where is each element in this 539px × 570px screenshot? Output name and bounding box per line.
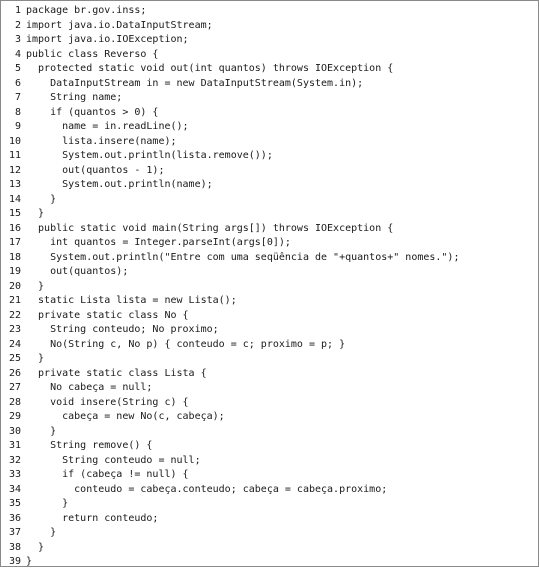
code-line [1,410,459,425]
line-code: No(String c, No p) { conteudo = c; proximo = p; } [26,338,346,350]
line-number: 32 [8,454,21,466]
line-code: } [26,498,69,509]
code-line [1,425,459,440]
code-line [1,555,459,570]
line-code: lista.insere(name); [26,135,177,147]
line-number: 8 [14,106,21,118]
line-number: 34 [8,483,21,495]
code-line [1,338,459,353]
code-line [1,439,459,454]
code-line [1,265,459,280]
line-number: 23 [8,324,21,335]
code-line [1,193,459,208]
code-line [1,526,459,541]
code-line [1,352,459,367]
line-number: 19 [8,266,21,277]
code-line [1,33,459,48]
line-code: System.out.println(name); [26,179,213,190]
line-code: private static class No { [26,309,189,321]
line-number: 29 [8,411,21,422]
line-number: 21 [8,295,21,306]
line-code: name = in.readLine(); [26,121,189,132]
code-line [1,367,459,382]
line-code: } [26,280,45,292]
line-number: 5 [14,63,21,74]
line-code: static Lista lista = new Lista(); [26,295,237,306]
line-number: 13 [8,179,21,190]
code-line [1,120,459,135]
code-line [1,19,459,34]
code-line [1,468,459,483]
line-number: 6 [14,77,21,89]
line-code: No cabeça = null; [26,382,153,393]
line-code: } [26,425,57,437]
line-code: } [26,193,57,205]
line-number: 27 [8,382,21,393]
code-line [1,309,459,324]
line-code: import java.io.IOException; [26,34,189,45]
line-code: System.out.println("Entre com uma seqüência de "+quantos+" nomes."); [26,251,460,263]
code-line [1,91,459,106]
line-number: 18 [8,251,21,263]
line-number: 26 [8,367,21,379]
code-line [1,178,459,193]
line-number: 35 [8,498,21,509]
line-number: 11 [8,150,21,161]
line-code: public static void main(String args[]) throws IOException { [26,222,394,234]
line-code: if (quantos > 0) { [26,106,159,118]
code-line [1,77,459,92]
line-code: DataInputStream in = new DataInputStream(System.in); [26,77,364,89]
code-line [1,512,459,527]
line-code: String name; [26,92,123,103]
code-line [1,251,459,266]
line-number: 38 [8,541,21,553]
line-code: protected static void out(int quantos) throws IOException { [26,63,394,74]
line-number: 10 [8,135,21,147]
code-line [1,323,459,338]
code-line [1,135,459,150]
line-number: 33 [8,469,21,480]
line-code: out(quantos - 1); [26,164,165,176]
line-code: System.out.println(lista.remove()); [26,150,273,161]
line-code: out(quantos); [26,266,129,277]
line-number: 3 [14,34,21,45]
line-number: 20 [8,280,21,292]
code-line [1,396,459,411]
line-number: 2 [14,19,21,31]
code-line [1,454,459,469]
code-line [1,294,459,309]
line-number: 25 [8,353,21,364]
line-number: 28 [8,396,21,408]
code-line [1,381,459,396]
code-line [1,4,459,19]
line-number: 24 [8,338,21,350]
line-code: cabeça = new No(c, cabeça); [26,411,225,422]
code-line [1,541,459,556]
line-code: void insere(String c) { [26,396,189,408]
line-number: 36 [8,512,21,524]
line-number: 14 [8,193,21,205]
code-line [1,106,459,121]
code-line [1,236,459,251]
line-code: } [26,527,57,538]
code-lines [1,4,459,570]
line-number: 31 [8,440,21,451]
line-code: } [26,353,45,364]
code-line [1,222,459,237]
line-code: String remove() { [26,440,153,451]
line-number: 1 [14,5,21,16]
line-code: package br.gov.inss; [26,5,147,16]
line-number: 9 [14,121,21,132]
line-code: return conteudo; [26,512,159,524]
code-line [1,48,459,63]
line-code: int quantos = Integer.parseInt(args[0]); [26,237,291,248]
line-code: if (cabeça != null) { [26,469,189,480]
line-number: 12 [8,164,21,176]
code-line [1,164,459,179]
code-line [1,483,459,498]
line-code: conteudo = cabeça.conteudo; cabeça = cabeça.proximo; [26,483,388,495]
code-line [1,280,459,295]
code-line [1,62,459,77]
line-code: String conteudo; No proximo; [26,324,219,335]
line-number: 30 [8,425,21,437]
line-number: 4 [14,48,21,60]
line-code: } [26,556,33,567]
line-code: } [26,208,45,219]
line-code: String conteudo = null; [26,454,201,466]
line-number: 17 [8,237,21,248]
line-code: private static class Lista { [26,367,207,379]
line-number: 39 [8,556,21,567]
line-number: 37 [8,527,21,538]
line-number: 22 [8,309,21,321]
line-number: 15 [8,208,21,219]
line-code: } [26,541,45,553]
line-number: 7 [14,92,21,103]
line-number: 16 [8,222,21,234]
code-line [1,149,459,164]
line-code: public class Reverso { [26,48,159,60]
code-line [1,207,459,222]
code-line [1,497,459,512]
line-code: import java.io.DataInputStream; [26,19,213,31]
